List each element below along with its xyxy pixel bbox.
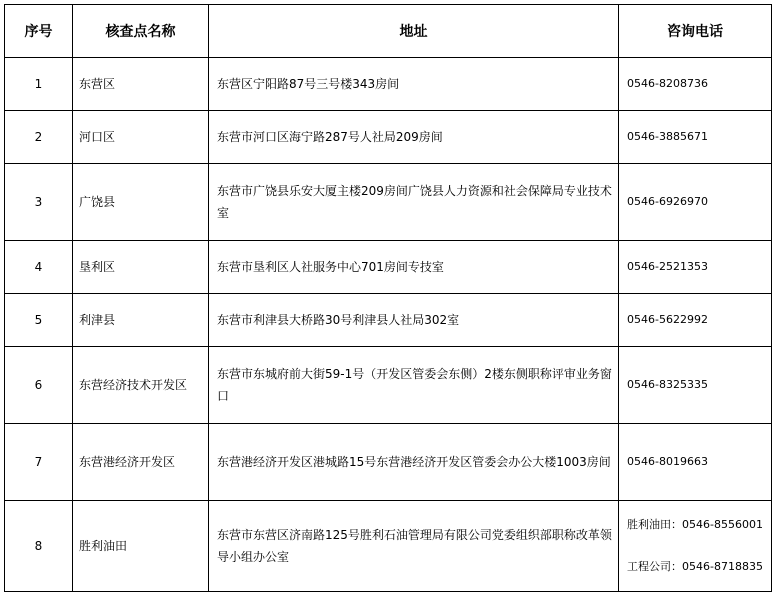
row-phone: 0546-8325335 — [619, 347, 772, 424]
table-row — [5, 294, 772, 347]
row-no: 5 — [5, 294, 73, 347]
header-name: 核查点名称 — [73, 5, 209, 58]
row-address: 东营市东营区济南路125号胜利石油管理局有限公司党委组织部职称改革领导小组办公室 — [209, 501, 619, 592]
row-address: 东营市河口区海宁路287号人社局209房间 — [209, 111, 619, 164]
row-address: 东营市广饶县乐安大厦主楼209房间广饶县人力资源和社会保障局专业技术室 — [209, 164, 619, 241]
table-header-row — [5, 5, 772, 58]
table-row — [5, 501, 772, 592]
table-row — [5, 111, 772, 164]
row-phone: 0546-3885671 — [619, 111, 772, 164]
header-no: 序号 — [5, 5, 73, 58]
row-address: 东营市垦利区人社服务中心701房间专技室 — [209, 241, 619, 294]
row-name: 垦利区 — [73, 241, 209, 294]
table-row — [5, 58, 772, 111]
row-phone: 0546-8208736 — [619, 58, 772, 111]
table-row — [5, 347, 772, 424]
row-name: 东营港经济开发区 — [73, 424, 209, 501]
row-phone: 0546-2521353 — [619, 241, 772, 294]
table-row — [5, 241, 772, 294]
phone-line-oilfield: 胜利油田：0546-8556001 — [627, 518, 763, 531]
header-address: 地址 — [209, 5, 619, 58]
row-name: 广饶县 — [73, 164, 209, 241]
row-no: 4 — [5, 241, 73, 294]
row-phone: 0546-5622992 — [619, 294, 772, 347]
row-no: 7 — [5, 424, 73, 501]
row-phone: 0546-8019663 — [619, 424, 772, 501]
table-row — [5, 164, 772, 241]
row-address: 东营市利津县大桥路30号利津县人社局302室 — [209, 294, 619, 347]
inspection-points-table — [4, 4, 772, 592]
row-name: 东营区 — [73, 58, 209, 111]
row-address: 东营市东城府前大街59-1号（开发区管委会东侧）2楼东侧职称评审业务窗口 — [209, 347, 619, 424]
row-name: 利津县 — [73, 294, 209, 347]
row-no: 1 — [5, 58, 73, 111]
row-phone: 0546-6926970 — [619, 164, 772, 241]
row-no: 3 — [5, 164, 73, 241]
phone-line-engineering: 工程公司：0546-8718835 — [627, 560, 763, 573]
row-no: 8 — [5, 501, 73, 592]
row-address: 东营区宁阳路87号三号楼343房间 — [209, 58, 619, 111]
row-phone — [619, 501, 772, 592]
row-no: 6 — [5, 347, 73, 424]
header-phone: 咨询电话 — [619, 5, 772, 58]
row-name: 河口区 — [73, 111, 209, 164]
row-no: 2 — [5, 111, 73, 164]
row-address: 东营港经济开发区港城路15号东营港经济开发区管委会办公大楼1003房间 — [209, 424, 619, 501]
table-row — [5, 424, 772, 501]
row-name: 胜利油田 — [73, 501, 209, 592]
row-name: 东营经济技术开发区 — [73, 347, 209, 424]
